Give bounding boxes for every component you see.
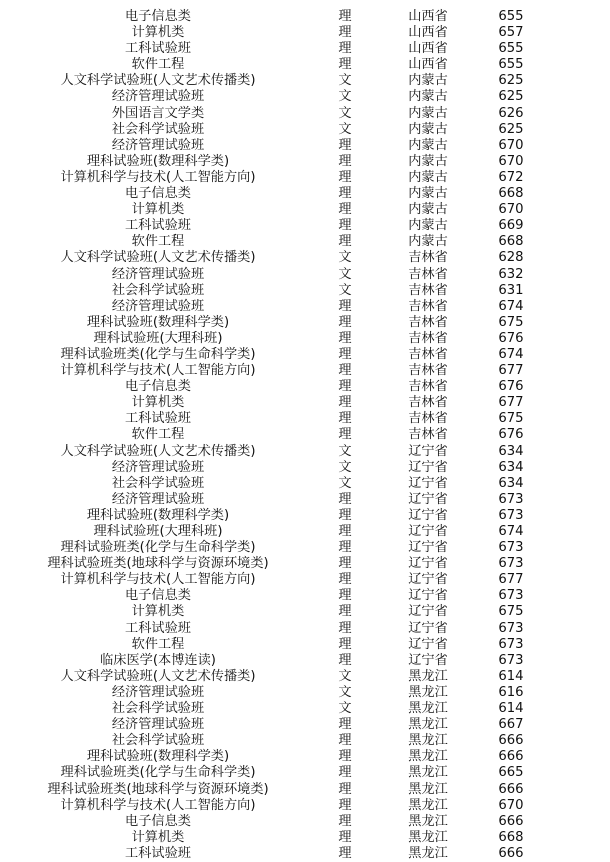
table-row: 计算机类 理 吉林省 677 — [131, 395, 524, 411]
province-cell: 辽宁省 — [408, 572, 448, 588]
province-cell: 吉林省 — [408, 282, 448, 298]
category-cell: 理 — [338, 572, 352, 588]
category-cell: 理 — [338, 57, 352, 73]
category-cell: 理 — [338, 314, 352, 330]
province-cell: 内蒙古 — [408, 105, 448, 121]
category-cell: 理 — [338, 395, 352, 411]
table-row: 理科试验班(数理科学类) 理 辽宁省 673 — [86, 507, 524, 523]
province-cell: 山西省 — [408, 57, 448, 73]
score-table — [0, 9, 610, 862]
score-cell: 673 — [498, 556, 524, 572]
category-cell: 理 — [338, 411, 352, 427]
table-row: 理科试验班类(地球科学与资源环境类) 理 辽宁省 673 — [47, 556, 524, 572]
category-cell: 文 — [338, 266, 352, 282]
score-cell: 626 — [498, 105, 524, 121]
province-cell: 辽宁省 — [408, 491, 448, 507]
category-cell: 理 — [338, 169, 352, 185]
score-cell: 625 — [498, 89, 524, 105]
category-cell: 文 — [338, 105, 352, 121]
table-row: 社会科学试验班 文 吉林省 631 — [111, 282, 524, 298]
score-cell: 676 — [498, 379, 524, 395]
table-row: 软件工程 理 内蒙古 668 — [131, 234, 524, 250]
province-cell: 黑龙江 — [408, 813, 448, 829]
table-row: 电子信息类 理 内蒙古 668 — [125, 186, 524, 202]
score-cell: 655 — [498, 57, 524, 73]
table-row: 计算机科学与技术(人工智能方向) 理 内蒙古 672 — [60, 169, 524, 185]
category-cell: 文 — [338, 684, 352, 700]
score-cell: 672 — [498, 169, 524, 185]
score-cell: 616 — [498, 684, 524, 700]
table-row: 理科试验班(大理科班) 理 辽宁省 674 — [93, 524, 524, 539]
province-cell: 吉林省 — [408, 298, 448, 314]
province-cell: 黑龙江 — [408, 684, 448, 700]
table-row: 理科试验班类(地球科学与资源环境类) 理 黑龙江 666 — [47, 781, 524, 797]
score-cell: 655 — [498, 9, 524, 24]
province-cell: 黑龙江 — [408, 717, 448, 733]
table-row: 计算机类 理 辽宁省 675 — [131, 604, 524, 620]
category-cell: 理 — [338, 41, 352, 57]
score-cell: 669 — [498, 218, 524, 234]
province-cell: 黑龙江 — [408, 749, 448, 765]
table-row: 工科试验班 理 山西省 655 — [125, 41, 524, 57]
table-row: 软件工程 理 辽宁省 673 — [131, 636, 524, 652]
category-cell: 理 — [338, 186, 352, 202]
category-cell: 文 — [338, 89, 352, 105]
score-cell: 666 — [498, 781, 524, 797]
table-row: 理科试验班类(化学与生命科学类) 理 吉林省 674 — [60, 346, 524, 362]
category-cell: 文 — [338, 668, 352, 684]
score-cell: 676 — [498, 330, 524, 346]
score-cell: 677 — [498, 395, 524, 411]
table-row: 理科试验班(数理科学类) 理 黑龙江 666 — [86, 749, 524, 765]
province-cell: 辽宁省 — [408, 652, 448, 668]
province-cell: 吉林省 — [408, 266, 448, 282]
province-cell: 吉林省 — [408, 411, 448, 427]
province-cell: 山西省 — [408, 9, 448, 24]
province-cell: 辽宁省 — [408, 507, 448, 523]
table-row: 人文科学试验班(人文艺术传播类) 文 辽宁省 634 — [60, 443, 524, 459]
category-cell: 理 — [338, 636, 352, 652]
score-cell: 631 — [498, 282, 524, 298]
province-cell: 黑龙江 — [408, 845, 448, 861]
province-cell: 山西省 — [408, 25, 448, 41]
category-cell: 理 — [338, 9, 352, 24]
category-cell: 理 — [338, 813, 352, 829]
province-cell: 内蒙古 — [408, 89, 448, 105]
table-row: 经济管理试验班 理 黑龙江 667 — [111, 717, 524, 733]
category-cell: 理 — [338, 25, 352, 41]
table-row: 计算机类 理 内蒙古 670 — [131, 202, 524, 218]
category-cell: 理 — [338, 556, 352, 572]
province-cell: 黑龙江 — [408, 668, 448, 684]
score-cell: 674 — [498, 524, 524, 539]
category-cell: 理 — [338, 218, 352, 234]
category-cell: 理 — [338, 137, 352, 153]
category-cell: 理 — [338, 717, 352, 733]
category-cell: 理 — [338, 491, 352, 507]
category-cell: 文 — [338, 121, 352, 137]
province-cell: 黑龙江 — [408, 829, 448, 845]
table-row: 软件工程 理 山西省 655 — [131, 57, 524, 73]
category-cell: 文 — [338, 701, 352, 717]
category-cell: 理 — [338, 524, 352, 539]
category-cell: 理 — [338, 202, 352, 218]
category-cell: 理 — [338, 588, 352, 604]
province-cell: 辽宁省 — [408, 636, 448, 652]
score-cell: 625 — [498, 121, 524, 137]
score-cell: 675 — [498, 604, 524, 620]
province-cell: 辽宁省 — [408, 556, 448, 572]
province-cell: 辽宁省 — [408, 588, 448, 604]
score-cell: 673 — [498, 652, 524, 668]
province-cell: 内蒙古 — [408, 202, 448, 218]
province-cell: 辽宁省 — [408, 540, 448, 556]
score-cell: 628 — [498, 250, 524, 266]
score-cell: 667 — [498, 717, 524, 733]
score-cell: 670 — [498, 202, 524, 218]
score-cell: 655 — [498, 41, 524, 57]
category-cell: 文 — [338, 459, 352, 475]
table-row: 经济管理试验班 理 内蒙古 670 — [111, 137, 524, 153]
category-cell: 理 — [338, 346, 352, 362]
table-row: 理科试验班(大理科班) 理 吉林省 676 — [93, 330, 524, 346]
score-cell: 676 — [498, 427, 524, 443]
province-cell: 黑龙江 — [408, 781, 448, 797]
category-cell: 文 — [338, 282, 352, 298]
category-cell: 理 — [338, 797, 352, 813]
table-row: 人文科学试验班(人文艺术传播类) 文 内蒙古 625 — [60, 73, 524, 89]
score-cell: 677 — [498, 572, 524, 588]
province-cell: 吉林省 — [408, 346, 448, 362]
table-row: 社会科学试验班 文 黑龙江 614 — [111, 701, 524, 717]
score-cell: 666 — [498, 845, 524, 861]
score-cell: 673 — [498, 540, 524, 556]
province-cell: 吉林省 — [408, 250, 448, 266]
province-cell: 辽宁省 — [408, 475, 448, 491]
province-cell: 山西省 — [408, 41, 448, 57]
province-cell: 内蒙古 — [408, 137, 448, 153]
score-cell: 657 — [498, 25, 524, 41]
table-row: 经济管理试验班 文 内蒙古 625 — [111, 89, 524, 105]
category-cell: 文 — [338, 73, 352, 89]
table-row: 理科试验班类(化学与生命科学类) 理 黑龙江 665 — [60, 765, 524, 781]
province-cell: 辽宁省 — [408, 443, 448, 459]
category-cell: 文 — [338, 250, 352, 266]
score-cell: 670 — [498, 797, 524, 813]
category-cell: 理 — [338, 733, 352, 749]
province-cell: 吉林省 — [408, 395, 448, 411]
category-cell: 理 — [338, 427, 352, 443]
category-cell: 理 — [338, 153, 352, 169]
score-cell: 673 — [498, 507, 524, 523]
table-row: 理科试验班(数理科学类) 理 内蒙古 670 — [86, 153, 524, 169]
category-cell: 文 — [338, 475, 352, 491]
province-cell: 内蒙古 — [408, 73, 448, 89]
category-cell: 理 — [338, 330, 352, 346]
table-row: 电子信息类 理 黑龙江 666 — [125, 813, 524, 829]
score-cell: 673 — [498, 491, 524, 507]
score-cell: 674 — [498, 346, 524, 362]
table-row: 计算机类 理 黑龙江 668 — [131, 829, 524, 845]
province-cell: 黑龙江 — [408, 797, 448, 813]
category-cell: 理 — [338, 620, 352, 636]
score-cell: 677 — [498, 363, 524, 379]
category-cell: 理 — [338, 363, 352, 379]
category-cell: 理 — [338, 298, 352, 314]
score-cell: 674 — [498, 298, 524, 314]
table-row: 工科试验班 理 黑龙江 666 — [125, 845, 524, 861]
category-cell: 理 — [338, 234, 352, 250]
province-cell: 吉林省 — [408, 330, 448, 346]
score-cell: 666 — [498, 733, 524, 749]
score-cell: 634 — [498, 459, 524, 475]
score-cell: 668 — [498, 234, 524, 250]
score-cell: 668 — [498, 186, 524, 202]
province-cell: 内蒙古 — [408, 186, 448, 202]
table-row: 经济管理试验班 理 吉林省 674 — [111, 298, 524, 314]
score-cell: 673 — [498, 636, 524, 652]
score-cell: 634 — [498, 443, 524, 459]
table-row: 社会科学试验班 理 黑龙江 666 — [111, 733, 524, 749]
category-cell: 理 — [338, 652, 352, 668]
category-cell: 理 — [338, 379, 352, 395]
table-row: 社会科学试验班 文 辽宁省 634 — [111, 475, 524, 491]
score-cell: 675 — [498, 314, 524, 330]
category-cell: 理 — [338, 507, 352, 523]
province-cell: 辽宁省 — [408, 524, 448, 539]
province-cell: 内蒙古 — [408, 218, 448, 234]
table-row: 工科试验班 理 辽宁省 673 — [125, 620, 524, 636]
score-cell: 625 — [498, 73, 524, 89]
score-cell: 614 — [498, 701, 524, 717]
table-row: 工科试验班 理 吉林省 675 — [125, 411, 524, 427]
table-row: 外国语言文学类 文 内蒙古 626 — [111, 105, 524, 121]
category-cell: 理 — [338, 604, 352, 620]
province-cell: 内蒙古 — [408, 234, 448, 250]
table-row: 人文科学试验班(人文艺术传播类) 文 吉林省 628 — [60, 250, 524, 266]
score-cell: 614 — [498, 668, 524, 684]
province-cell: 吉林省 — [408, 427, 448, 443]
province-cell: 内蒙古 — [408, 169, 448, 185]
score-cell: 670 — [498, 137, 524, 153]
table-row: 经济管理试验班 理 辽宁省 673 — [111, 491, 524, 507]
province-cell: 辽宁省 — [408, 459, 448, 475]
table-row: 电子信息类 理 辽宁省 673 — [125, 588, 524, 604]
province-cell: 吉林省 — [408, 379, 448, 395]
table-row: 临床医学(本博连读) 理 辽宁省 673 — [100, 652, 524, 668]
score-cell: 673 — [498, 620, 524, 636]
table-row: 工科试验班 理 内蒙古 669 — [125, 218, 524, 234]
table-row: 理科试验班(数理科学类) 理 吉林省 675 — [86, 314, 524, 330]
table-row: 经济管理试验班 文 吉林省 632 — [111, 266, 524, 282]
province-cell: 黑龙江 — [408, 733, 448, 749]
category-cell: 理 — [338, 829, 352, 845]
province-cell: 黑龙江 — [408, 701, 448, 717]
score-cell: 666 — [498, 813, 524, 829]
province-cell: 辽宁省 — [408, 604, 448, 620]
province-cell: 内蒙古 — [408, 121, 448, 137]
category-cell: 文 — [338, 443, 352, 459]
table-row: 人文科学试验班(人文艺术传播类) 文 黑龙江 614 — [60, 668, 524, 684]
table-row: 经济管理试验班 文 黑龙江 616 — [111, 684, 524, 700]
category-cell: 理 — [338, 781, 352, 797]
province-cell: 内蒙古 — [408, 153, 448, 169]
table-row: 计算机科学与技术(人工智能方向) 理 辽宁省 677 — [60, 572, 524, 588]
score-cell: 670 — [498, 153, 524, 169]
province-cell: 辽宁省 — [408, 620, 448, 636]
score-cell: 666 — [498, 749, 524, 765]
category-cell: 理 — [338, 749, 352, 765]
category-cell: 理 — [338, 845, 352, 861]
table-row: 计算机类 理 山西省 657 — [131, 25, 524, 41]
category-cell: 理 — [338, 540, 352, 556]
score-cell: 634 — [498, 475, 524, 491]
province-cell: 吉林省 — [408, 363, 448, 379]
table-row: 电子信息类 理 吉林省 676 — [125, 379, 524, 395]
table-row: 经济管理试验班 文 辽宁省 634 — [111, 459, 524, 475]
table-row: 社会科学试验班 文 内蒙古 625 — [111, 121, 524, 137]
table-row: 电子信息类 理 山西省 655 — [125, 9, 524, 24]
score-cell: 632 — [498, 266, 524, 282]
table-row: 计算机科学与技术(人工智能方向) 理 黑龙江 670 — [60, 797, 524, 813]
province-cell: 黑龙江 — [408, 765, 448, 781]
score-cell: 668 — [498, 829, 524, 845]
score-cell: 673 — [498, 588, 524, 604]
category-cell: 理 — [338, 765, 352, 781]
table-row: 计算机科学与技术(人工智能方向) 理 吉林省 677 — [60, 363, 524, 379]
province-cell: 吉林省 — [408, 314, 448, 330]
score-cell: 665 — [498, 765, 524, 781]
table-row: 软件工程 理 吉林省 676 — [131, 427, 524, 443]
table-row: 理科试验班类(化学与生命科学类) 理 辽宁省 673 — [60, 540, 524, 556]
score-cell: 675 — [498, 411, 524, 427]
